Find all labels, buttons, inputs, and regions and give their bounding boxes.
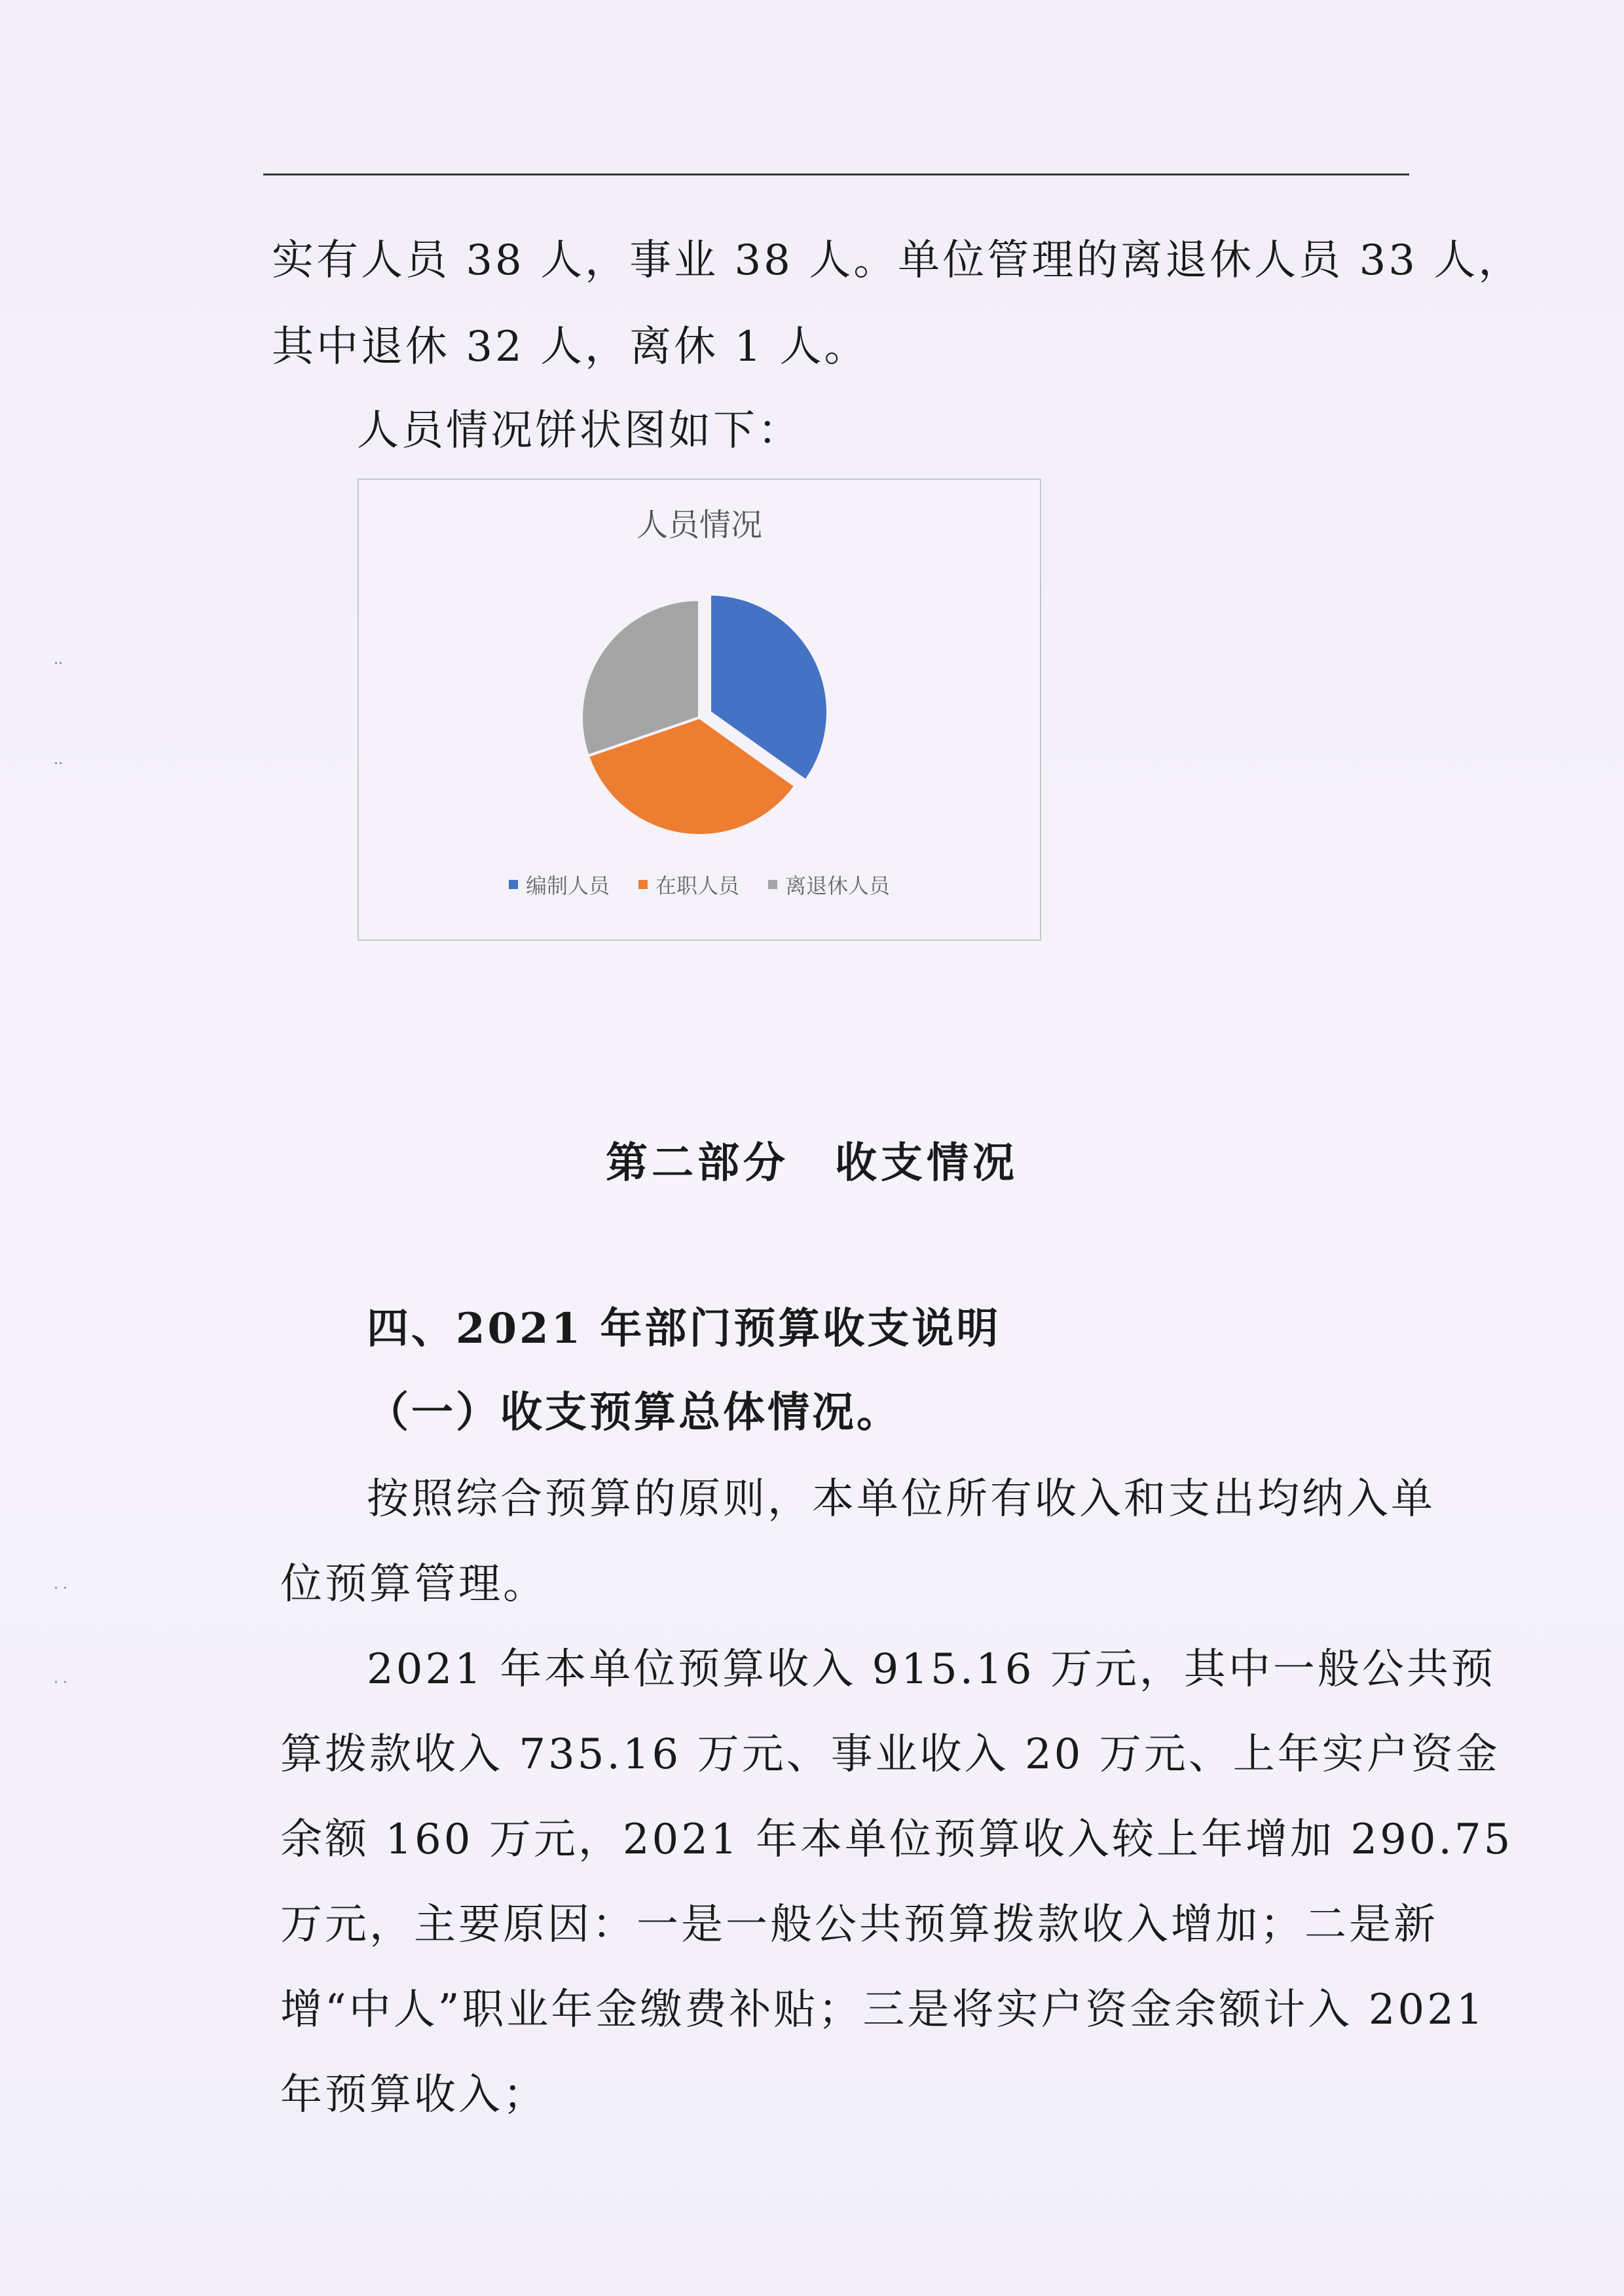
- paragraph-line: 年预算收入；: [280, 2071, 547, 2119]
- legend-swatch: [768, 880, 777, 889]
- paragraph-line: 万元，主要原因：一是一般公共预算拨款收入增加；二是新: [280, 1901, 1438, 1949]
- section-heading: 四、2021 年部门预算收支说明: [367, 1304, 1001, 1353]
- legend-item: [509, 869, 610, 900]
- subsection-heading: （一）收支预算总体情况。: [367, 1388, 901, 1437]
- legend-label: 编制人员: [525, 873, 610, 898]
- legend-item: [768, 869, 890, 900]
- paragraph-line: 增“中人”职业年金缴费补贴；三是将实户资金余额计入 2021: [280, 1986, 1486, 2034]
- paragraph-line: 其中退休 32 人，离休 1 人。: [272, 323, 869, 371]
- paragraph-line: 2021 年本单位预算收入 915.16 万元，其中一般公共预: [367, 1645, 1496, 1694]
- legend-label: 离退休人员: [785, 873, 891, 898]
- margin-mark: ..: [54, 752, 63, 768]
- paragraph-line: 算拨款收入 735.16 万元、事业收入 20 万元、上年实户资金: [280, 1730, 1500, 1779]
- paragraph-line: 位预算管理。: [280, 1560, 547, 1609]
- chart-legend: [359, 869, 1040, 900]
- margin-mark: ..: [54, 651, 63, 668]
- margin-mark: · ·: [54, 1675, 67, 1691]
- paragraph-line: 余额 160 万元，2021 年本单位预算收入较上年增加 290.75: [280, 1815, 1513, 1864]
- legend-item: [638, 869, 739, 900]
- legend-swatch: [509, 880, 518, 889]
- legend-swatch: [638, 880, 648, 889]
- paragraph-line: 按照综合预算的原则，本单位所有收入和支出均纳入单: [367, 1475, 1435, 1523]
- pie-chart: [358, 479, 1041, 941]
- margin-mark: · ·: [54, 1580, 67, 1597]
- chart-title: 人员情况: [636, 507, 762, 543]
- header-rule: [263, 173, 1409, 175]
- legend-label: 在职人员: [655, 873, 739, 898]
- part-heading: 第二部分 收支情况: [606, 1139, 1018, 1188]
- pie-intro: 人员情况饼状图如下：: [357, 407, 802, 455]
- paragraph-line: 实有人员 38 人，事业 38 人。单位管理的离退休人员 33 人，: [272, 236, 1523, 285]
